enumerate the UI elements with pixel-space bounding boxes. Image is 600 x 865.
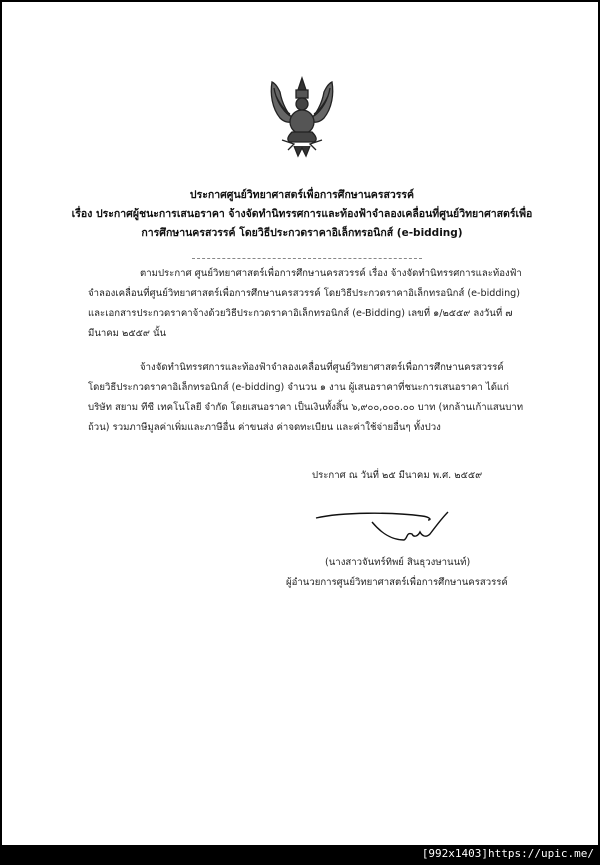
paragraph-line: และเอกสารประกวดราคาจ้างด้วยวิธีประกวดราคาอิเล็กทรอนิกส์ (e-Bidding) เลขที่ ๑/๒๕๕๙ ลงวันที่ ๗: [88, 308, 513, 319]
title-line-3: การศึกษานครสวรรค์ โดยวิธีประกวดราคาอิเล็กทรอนิกส์ (e-bidding): [141, 227, 463, 239]
paragraph-line: จำลองเคลื่อนที่ศูนย์วิทยาศาสตร์เพื่อการศึกษานครสวรรค์ โดยวิธีประกวดราคาอิเล็กทรอนิกส์ (e-bidding): [88, 288, 520, 299]
announcement-date: ประกาศ ณ วันที่ ๒๕ มีนาคม พ.ศ. ๒๕๕๙: [312, 470, 483, 481]
paragraph-line: มีนาคม ๒๕๕๙ นั้น: [88, 328, 167, 339]
paragraph-line: บริษัท สยาม ทีซี เทคโนโลยี จำกัด โดยเสนอราคา เป็นเงินทั้งสิ้น ๖,๙๐๐,๐๐๐.๐๐ บาท (หกล้านเก้าแสนบาท: [88, 402, 524, 413]
paragraph-line: โดยวิธีประกวดราคาอิเล็กทรอนิกส์ (e-bidding) จำนวน ๑ งาน ผู้เสนอราคาที่ชนะการเสนอราคา ได้แก่: [88, 382, 509, 393]
signer-title: ผู้อำนวยการศูนย์วิทยาศาสตร์เพื่อการศึกษานครสวรรค์: [286, 577, 508, 588]
garuda-emblem-icon: [264, 74, 340, 158]
paragraph-reference: [88, 264, 550, 344]
dashed-separator: [192, 258, 422, 259]
announcement-title: [62, 186, 542, 243]
paragraph-line: ตามประกาศ ศูนย์วิทยาศาสตร์เพื่อการศึกษานครสวรรค์ เรื่อง จ้างจัดทำนิทรรศการและท้องฟ้า: [140, 268, 522, 279]
title-line-1: ประกาศศูนย์วิทยาศาสตร์เพื่อการศึกษานครสวรรค์: [189, 189, 415, 201]
paragraph-winner: [88, 358, 550, 438]
signer-name: (นางสาวจันทร์ทิพย์ สินธุวงษานนท์): [325, 557, 471, 568]
watermark-link[interactable]: [992x1403]https://upic.me/: [421, 847, 594, 860]
paragraph-line: จ้างจัดทำนิทรรศการและท้องฟ้าจำลองเคลื่อนที่ศูนย์วิทยาศาสตร์เพื่อการศึกษานครสวรรค์: [140, 362, 504, 373]
paragraph-line: ถ้วน) รวมภาษีมูลค่าเพิ่มและภาษีอื่น ค่าขนส่ง ค่าจดทะเบียน และค่าใช้จ่ายอื่นๆ ทั้งปวง: [88, 422, 441, 433]
signature-icon: [312, 508, 472, 548]
document-page: [2, 2, 598, 845]
title-line-2: เรื่อง ประกาศผู้ชนะการเสนอราคา จ้างจัดทำนิทรรศการและท้องฟ้าจำลองเคลื่อนที่ศูนย์วิทยาศาสตร์เพื่อ: [71, 208, 533, 220]
